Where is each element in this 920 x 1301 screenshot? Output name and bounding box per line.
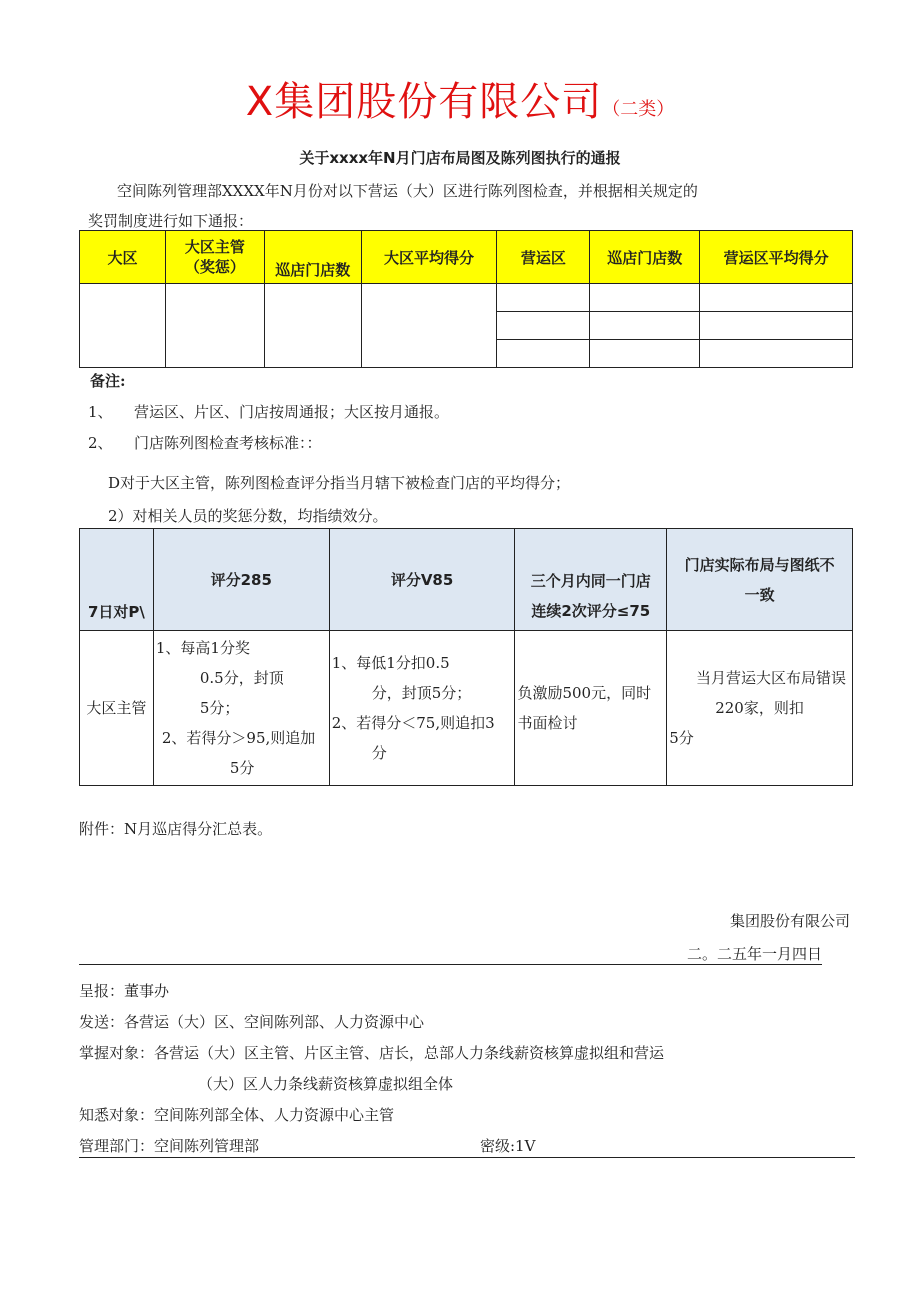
header-reward-label: （奖惩） [184, 258, 245, 276]
criteria-row-label: 大区主管 [80, 631, 154, 786]
inspection-score-table [79, 230, 853, 368]
company-title: X集团股份有限公司 [245, 79, 603, 125]
criteria-high-line: 1、每高1分奖 [155, 639, 250, 657]
criteria-header-repeat-line1: 三个月内同一门店 [530, 572, 651, 590]
criteria-header-high: 评分285 [153, 529, 329, 631]
criteria-header-repeat-line2: 连续2次评分≤75 [531, 602, 651, 620]
aware-targets: 知悉对象：空间陈列部全体、人力资源中心主管 [79, 1106, 395, 1124]
table-cell [497, 284, 590, 312]
document-title [0, 70, 920, 127]
criteria-layout-line: 5分 [669, 729, 694, 747]
note-1-number: 1、 [88, 403, 113, 421]
header-region-manager-label: 大区主管 [184, 238, 245, 256]
table-cell [361, 284, 497, 368]
intro-line-2: 奖罚制度进行如下通报： [88, 212, 254, 230]
header-region-manager [165, 231, 264, 284]
header-area-average: 营运区平均得分 [700, 231, 853, 284]
note-1-text: 营运区、片区、门店按周通报；大区按月通报。 [134, 403, 450, 421]
criteria-header-low: 评分V85 [329, 529, 515, 631]
table-cell [80, 284, 166, 368]
attachment-note: 附件：N月巡店得分汇总表。 [79, 820, 273, 838]
header-area-stores-visited: 巡店门店数 [590, 231, 700, 284]
criteria-low-line: 2、若得分＜75,则追扣3 [331, 714, 495, 732]
master-targets-continued: （大）区人力条线薪资核算虚拟组全体 [198, 1075, 454, 1093]
criteria-low-line: 分 [371, 744, 387, 762]
note-2-text: 门店陈列图检查考核标准：： [134, 434, 322, 452]
table-cell [590, 284, 700, 312]
criteria-low-cell [329, 631, 515, 786]
table-cell [700, 312, 853, 340]
table-cell [590, 312, 700, 340]
header-operation-area: 营运区 [497, 231, 590, 284]
signature-date: 二。二五年一月四日 [686, 945, 822, 963]
criteria-low-line: 1、每低1分扣0.5 [331, 654, 450, 672]
criteria-high-line: 2、若得分＞95,则追加 [161, 729, 316, 747]
notes-label: 备注: [90, 372, 126, 390]
criteria-header-layout-line1: 门店实际布局与图纸不 [684, 555, 835, 574]
assessment-criteria-table [79, 528, 853, 786]
criteria-high-line: 5分； [199, 699, 240, 717]
criteria-layout-line: 当月营运大区布局错误 [695, 669, 846, 687]
criteria-layout-cell [667, 631, 853, 786]
class-label: （二类） [602, 99, 675, 120]
note-sub-2: 2）对相关人员的奖惩分数，均指绩效分。 [108, 507, 388, 525]
criteria-low-line: 分，封顶5分； [371, 684, 472, 702]
master-targets: 掌握对象：各营运（大）区主管、片区主管、店长，总部人力条线薪资核算虚拟组和营运 [79, 1044, 665, 1062]
report-to: 呈报：董事办 [79, 982, 170, 1000]
criteria-repeat-line: 书面检讨 [517, 714, 578, 732]
header-region: 大区 [80, 231, 166, 284]
criteria-header-role: 7日对P\ [80, 529, 154, 631]
notice-subtitle: 关于xxxx年N月门店布局图及陈列图执行的通报 [299, 149, 621, 167]
table-cell [497, 340, 590, 368]
divider-line [79, 964, 822, 965]
criteria-repeat-cell [515, 631, 667, 786]
criteria-high-line: 5分 [229, 759, 255, 777]
table-cell [590, 340, 700, 368]
bottom-divider-line [79, 1157, 855, 1158]
send-to: 发送：各营运（大）区、空间陈列部、人力资源中心 [79, 1013, 425, 1031]
header-stores-visited: 巡店门店数 [264, 231, 361, 284]
criteria-header-layout-line2: 一致 [744, 585, 775, 604]
note-sub-1: D对于大区主管，陈列图检查评分指当月辖下被检查门店的平均得分； [108, 474, 571, 492]
criteria-header-repeat [515, 529, 667, 631]
table-cell [165, 284, 264, 368]
intro-line-1: 空间陈列管理部XXXX年N月份对以下营运（大）区进行陈列图检查，并根据相关规定的 [117, 182, 698, 200]
signature-company: 集团股份有限公司 [729, 912, 850, 930]
criteria-layout-line: 220家，则扣 [715, 699, 804, 717]
managing-department: 管理部门：空间陈列管理部 [79, 1137, 260, 1155]
table-cell [700, 284, 853, 312]
criteria-repeat-line: 负激励500元，同时 [517, 684, 652, 702]
table-cell [700, 340, 853, 368]
criteria-header-layout [667, 529, 853, 631]
criteria-high-cell [153, 631, 329, 786]
criteria-high-line: 0.5分，封顶 [199, 669, 284, 687]
table-cell [264, 284, 361, 368]
table-cell [497, 312, 590, 340]
note-2-number: 2、 [88, 434, 113, 452]
security-level: 密级:1V [480, 1137, 536, 1155]
header-region-average: 大区平均得分 [361, 231, 497, 284]
